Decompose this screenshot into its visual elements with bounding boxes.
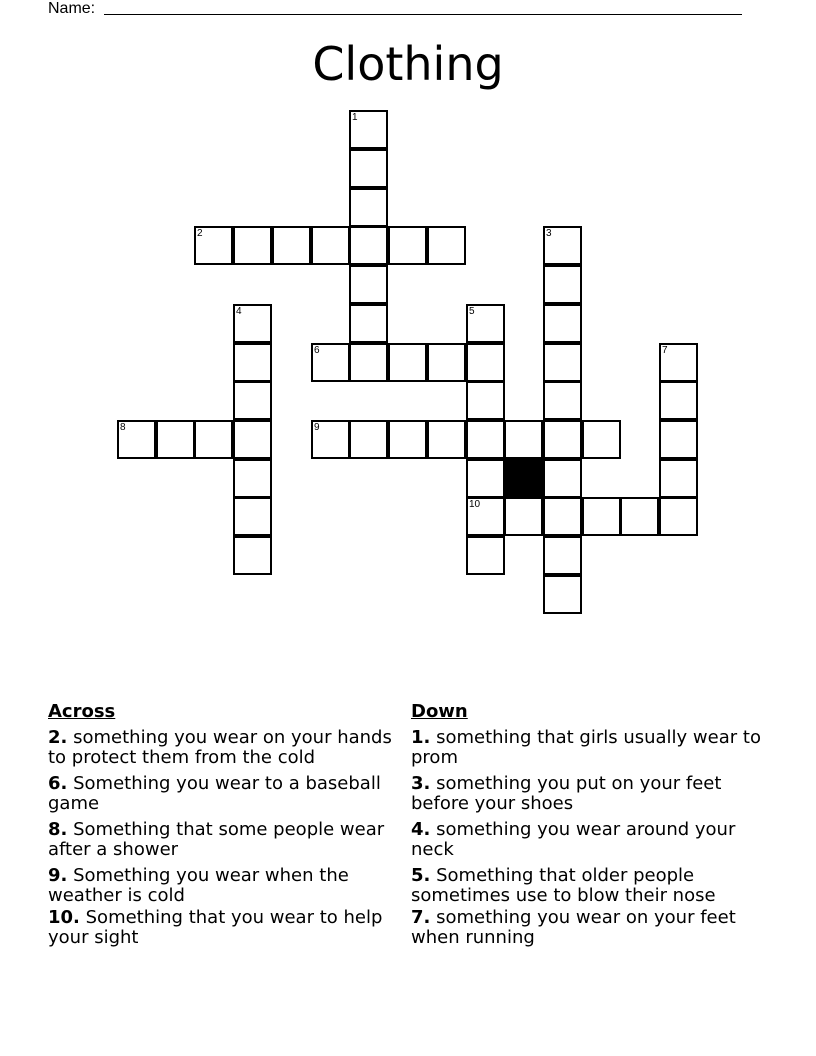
down-heading: Down — [411, 701, 468, 722]
grid-cell[interactable] — [659, 381, 698, 420]
clue-text: Something that some people wear after a shower — [48, 819, 385, 860]
clue-number-label: 10 — [469, 499, 481, 510]
grid-cell[interactable] — [466, 497, 505, 536]
clue-number: 8. — [48, 819, 68, 840]
grid-cell[interactable] — [543, 304, 582, 343]
clue-number: 9. — [48, 865, 68, 886]
across-clue — [48, 728, 403, 768]
grid-cell[interactable] — [349, 149, 388, 188]
clue-number-label: 8 — [120, 422, 126, 433]
grid-cell[interactable] — [543, 226, 582, 265]
grid-cell[interactable] — [582, 420, 621, 459]
clue-text: Something that you wear to help your sight — [48, 907, 383, 948]
down-clue — [411, 728, 766, 768]
down-clue — [411, 820, 766, 860]
grid-cell[interactable] — [427, 343, 466, 382]
grid-cell[interactable] — [156, 420, 195, 459]
clue-number-label: 1 — [352, 112, 358, 123]
clue-number: 7. — [411, 907, 431, 928]
across-clue — [48, 774, 403, 814]
clue-text: something you put on your feet before your shoes — [411, 773, 722, 814]
grid-cell[interactable] — [543, 497, 582, 536]
grid-cell[interactable] — [272, 226, 311, 265]
grid-cell[interactable] — [349, 304, 388, 343]
grid-cell[interactable] — [466, 343, 505, 382]
grid-cell[interactable] — [311, 343, 350, 382]
clue-text: Something you wear to a baseball game — [48, 773, 381, 814]
black-cell — [504, 459, 543, 498]
grid-cell[interactable] — [311, 420, 350, 459]
grid-cell[interactable] — [233, 304, 272, 343]
clue-number-label: 5 — [469, 306, 475, 317]
down-clue — [411, 774, 766, 814]
clue-text: something that girls usually wear to prom — [411, 727, 761, 768]
clue-text: something you wear on your hands to protect them from the cold — [48, 727, 392, 768]
name-label: Name: — [48, 0, 96, 17]
down-clues — [411, 702, 766, 954]
grid-cell[interactable] — [543, 536, 582, 575]
grid-cell[interactable] — [659, 459, 698, 498]
clue-number: 2. — [48, 727, 68, 748]
grid-cell[interactable] — [233, 536, 272, 575]
clue-text: something you wear on your feet when running — [411, 907, 736, 948]
clue-number: 1. — [411, 727, 431, 748]
grid-cell[interactable] — [349, 420, 388, 459]
grid-cell[interactable] — [233, 226, 272, 265]
grid-cell[interactable] — [388, 420, 427, 459]
grid-cell[interactable] — [504, 497, 543, 536]
down-clue — [411, 908, 766, 948]
page-title: Clothing — [312, 37, 504, 91]
grid-cell[interactable] — [427, 420, 466, 459]
grid-cell[interactable] — [349, 265, 388, 304]
clue-text: Something that older people sometimes use to blow their nose — [411, 865, 716, 906]
grid-cell[interactable] — [466, 304, 505, 343]
across-clue — [48, 908, 403, 948]
grid-cell[interactable] — [117, 420, 156, 459]
grid-cell[interactable] — [582, 497, 621, 536]
grid-cell[interactable] — [466, 536, 505, 575]
grid-cell[interactable] — [543, 459, 582, 498]
clue-number: 10. — [48, 907, 80, 928]
clue-number: 4. — [411, 819, 431, 840]
clue-number-label: 7 — [662, 345, 668, 356]
grid-cell[interactable] — [388, 226, 427, 265]
across-clue — [48, 866, 403, 906]
grid-cell[interactable] — [466, 420, 505, 459]
grid-cell[interactable] — [427, 226, 466, 265]
grid-cell[interactable] — [233, 497, 272, 536]
grid-cell[interactable] — [233, 343, 272, 382]
grid-cell[interactable] — [543, 265, 582, 304]
grid-cell[interactable] — [233, 381, 272, 420]
grid-cell[interactable] — [349, 188, 388, 227]
grid-cell[interactable] — [466, 459, 505, 498]
clue-number-label: 6 — [314, 345, 320, 356]
grid-cell[interactable] — [349, 343, 388, 382]
grid-cell[interactable] — [311, 226, 350, 265]
clue-number-label: 3 — [546, 228, 552, 239]
clue-number: 6. — [48, 773, 68, 794]
across-heading: Across — [48, 701, 116, 722]
clue-number: 3. — [411, 773, 431, 794]
grid-cell[interactable] — [349, 110, 388, 149]
grid-cell[interactable] — [659, 343, 698, 382]
clue-text: something you wear around your neck — [411, 819, 736, 860]
grid-cell[interactable] — [543, 381, 582, 420]
across-clues — [48, 702, 403, 954]
clue-number-label: 9 — [314, 422, 320, 433]
clue-number: 5. — [411, 865, 431, 886]
grid-cell[interactable] — [543, 343, 582, 382]
grid-cell[interactable] — [194, 226, 233, 265]
grid-cell[interactable] — [504, 420, 543, 459]
grid-cell[interactable] — [466, 381, 505, 420]
clue-number-label: 4 — [236, 306, 242, 317]
grid-cell[interactable] — [659, 420, 698, 459]
grid-cell[interactable] — [543, 420, 582, 459]
grid-cell[interactable] — [233, 420, 272, 459]
grid-cell[interactable] — [659, 497, 698, 536]
grid-cell[interactable] — [233, 459, 272, 498]
grid-cell[interactable] — [543, 575, 582, 614]
grid-cell[interactable] — [194, 420, 233, 459]
clue-text: Something you wear when the weather is cold — [48, 865, 349, 906]
across-clue — [48, 820, 403, 860]
grid-cell[interactable] — [620, 497, 659, 536]
grid-cell[interactable] — [349, 226, 388, 265]
down-clue — [411, 866, 766, 906]
clue-number-label: 2 — [197, 228, 203, 239]
grid-cell[interactable] — [388, 343, 427, 382]
